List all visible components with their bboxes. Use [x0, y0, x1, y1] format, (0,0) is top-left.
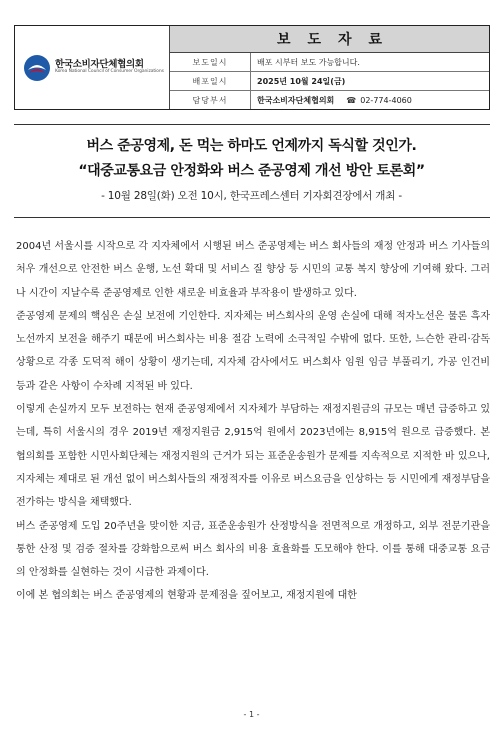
document-title: 보도자료 — [170, 26, 489, 53]
org-name-korean: 한국소비자단체협의회 — [55, 58, 144, 70]
body-text — [16, 235, 490, 608]
org-name-english: Korea National Council of Consumer Organizations — [55, 69, 164, 75]
paragraph: 준공영제 문제의 핵심은 손실 보전에 기인한다. 지자체는 버스회사의 운영 손실에 대해 적자노선은 물론 흑자노선까지 보전을 해주기 때문에 버스회사는 비용 절감 노력에 소극적일 수밖에 없다. 또한, 느슨한 관리·감독 상황으로 각종 도덕적 해이 상황이 생기는데, 지자체 감사에서도 버스회사 임원 임금 부풀리기, 가공 인건비 등과 같은 사항이 수차례 지적된 바 있다. — [16, 310, 490, 392]
info-row-press-time — [170, 53, 489, 72]
headline-event-title: “대중교통요금 안정화와 버스 준공영제 개선 방안 토론회” — [78, 163, 425, 179]
info-value: 배포 시부터 보도 가능합니다. — [257, 57, 360, 67]
divider-top — [14, 124, 490, 125]
department-phone: 02-774-4060 — [360, 95, 412, 105]
paragraph: 이렇게 손실까지 모두 보전하는 현재 준공영제에서 지자체가 부담하는 재정지원금의 규모는 매년 급증하고 있는데, 특히 서울시의 경우 2019년 재정지원금 2,915억 원에서 2023년에는 8,915억 원으로 급증했다. 본 협의회를 포함한 시민사회단체는 재정지원의 근거가 되는 표준운송원가 문제를 지속적으로 지적한 바 있으나, 지자체는 제대로 된 개선 없이 버스회사들의 재정적자를 이유로 버스요금을 인상하는 등 시민에게 재정부담을 전가하는 방식을 채택했다. — [16, 404, 490, 509]
phone-icon: ☎ — [346, 95, 357, 105]
info-row-department — [170, 91, 489, 109]
department-name: 한국소비자단체협의회 — [257, 95, 335, 105]
info-label: 보도일시 — [170, 53, 251, 71]
page-number: - 1 - — [243, 710, 260, 719]
org-logo-icon — [23, 54, 51, 82]
paragraph: 2004년 서울시를 시작으로 각 지자체에서 시행된 버스 준공영제는 버스 회사들의 재정 안정과 버스 기사들의 처우 개선으로 안전한 버스 운행, 노선 확대 및 서비스 질 향상 등 시민의 교통 복지 향상에 기여해 왔다. 그러나 시간이 지날수록 준공영제로 인한 새로운 비효율과 부작용이 발생하고 있다. — [16, 241, 490, 299]
paragraph: 버스 준공영제 도입 20주년을 맞이한 지금, 표준운송원가 산정방식을 전면적으로 개정하고, 외부 전문기관을 통한 산정 및 검증 절차를 강화함으로써 버스 회사의 비용 효율화를 도모해야 한다. 이를 통해 대중교통 요금의 안정화를 실현하는 것이 시급한 과제이다. — [16, 520, 490, 579]
headline-main: 버스 준공영제, 돈 먹는 하마도 언제까지 독식할 것인가. — [86, 138, 417, 154]
paragraph: 이에 본 협의회는 버스 준공영제의 현황과 문제점을 짚어보고, 재정지원에 대한 — [16, 590, 357, 602]
divider-bottom — [14, 217, 490, 218]
info-row-release-date — [170, 72, 489, 91]
subheading-event-details: - 10월 28일(화) 오전 10시, 한국프레스센터 기자회견장에서 개최 - — [101, 190, 402, 202]
info-label: 담당부서 — [170, 91, 251, 109]
info-value: 2025년 10월 24일(금) — [257, 76, 346, 86]
info-label: 배포일시 — [170, 72, 251, 90]
org-logo-block — [15, 26, 170, 109]
press-release-header — [14, 25, 490, 110]
